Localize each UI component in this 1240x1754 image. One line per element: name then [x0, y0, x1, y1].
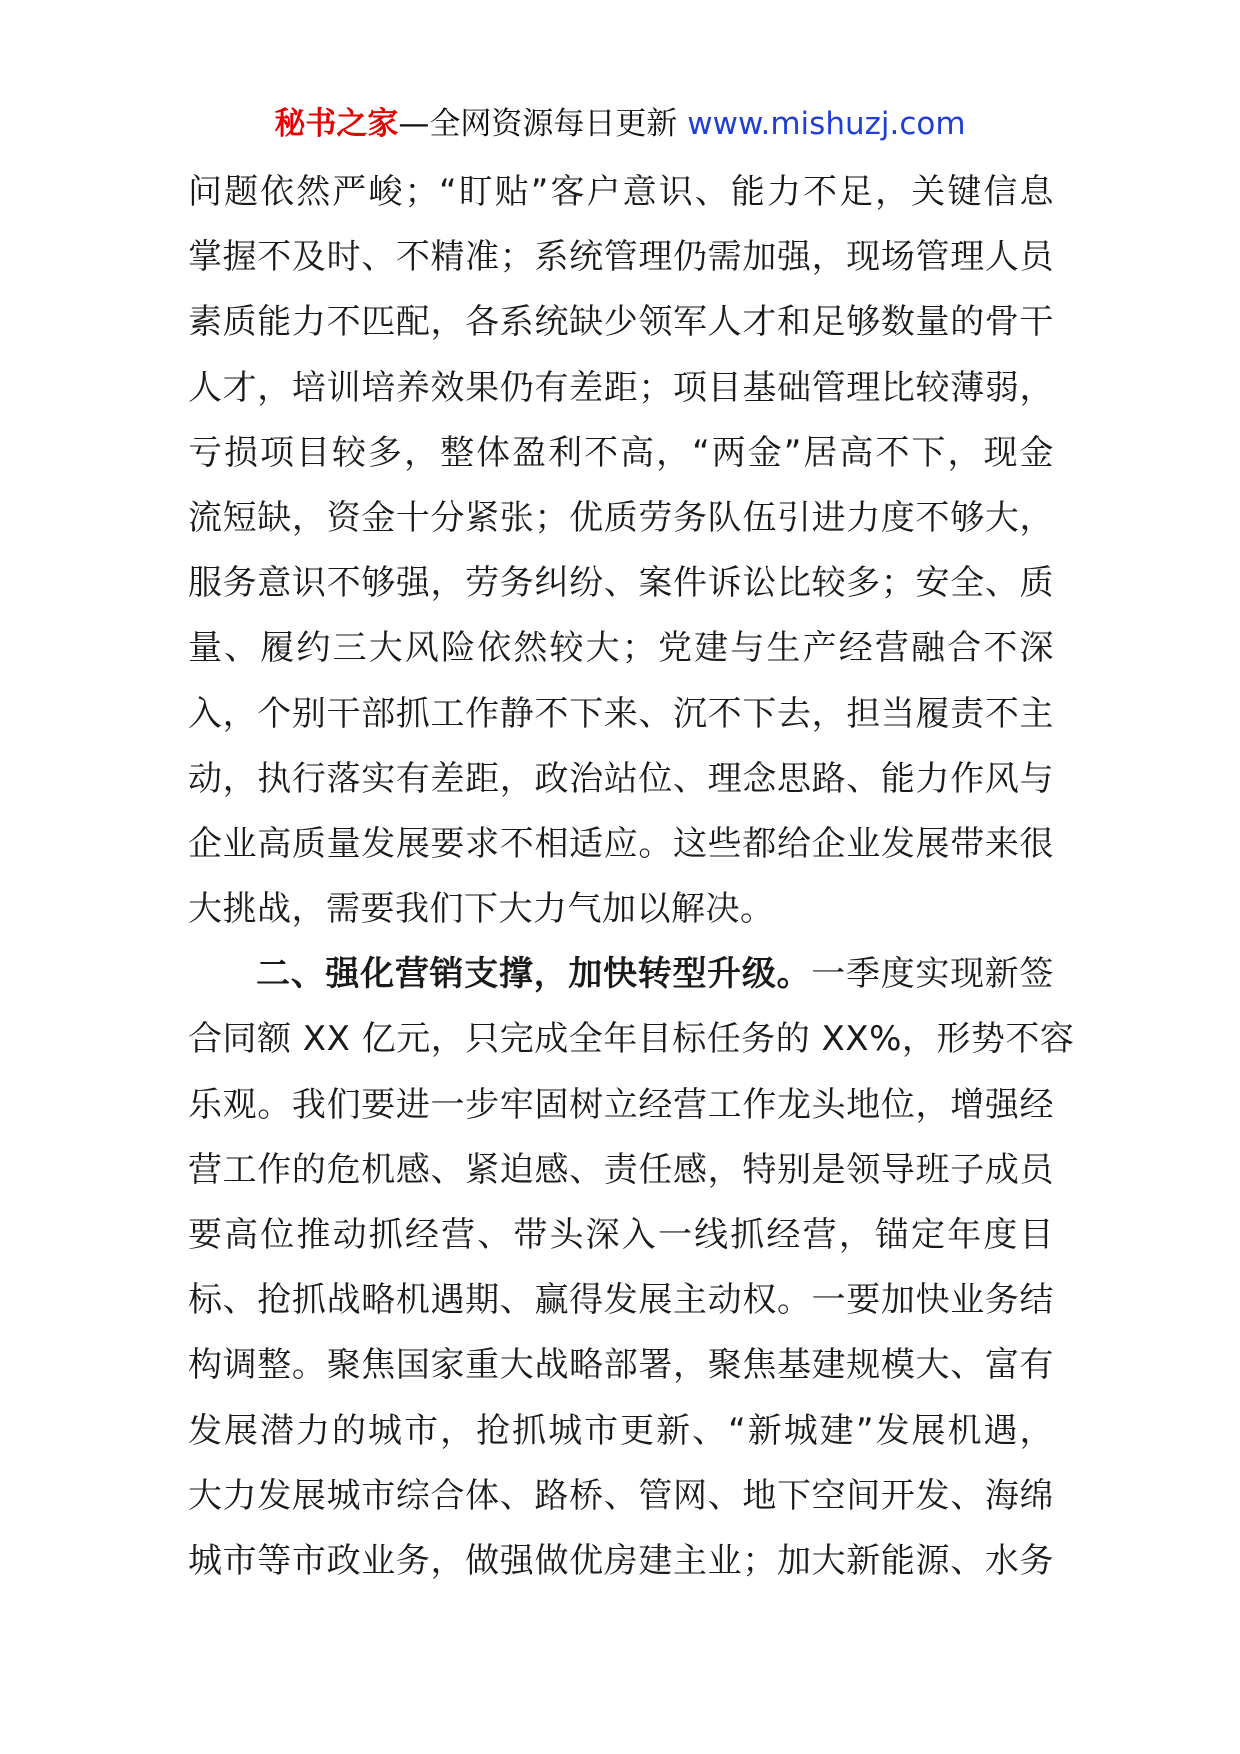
text-line: 流短缺，资金十分紧张；优质劳务队伍引进力度不够大，: [188, 497, 1054, 538]
text-line: 问题依然严峻；“盯贴”客户意识、能力不足，关键信息: [188, 172, 1054, 212]
text-line: 营工作的危机感、紧迫感、责任感，特别是领导班子成员: [188, 1149, 1054, 1190]
text-line: 入，个别干部抓工作静不下来、沉不下去，担当履责不主: [188, 693, 1054, 734]
text-line: 发展潜力的城市，抢抓城市更新、“新城建”发展机遇，: [188, 1410, 1054, 1451]
text-line: 企业高质量发展要求不相适应。这些都给企业发展带来很: [188, 823, 1054, 864]
text-line: 构调整。聚焦国家重大战略部署，聚焦基建规模大、富有: [188, 1345, 1054, 1386]
text-line: 合同额 XX 亿元，只完成全年目标任务的 XX%，形势不容: [188, 1019, 1075, 1060]
text-line: 素质能力不匹配，各系统缺少领军人才和足够数量的骨干: [188, 302, 1054, 343]
section-heading-rest: 一季度实现新签: [811, 954, 1055, 995]
text-line: 量、履约三大风险依然较大；党建与生产经营融合不深: [188, 628, 1054, 669]
page-header: [0, 104, 1240, 144]
text-line: 标、抢抓战略机遇期、赢得发展主动权。一要加快业务结: [188, 1280, 1054, 1321]
text-line: 服务意识不够强，劳务纠纷、案件诉讼比较多；安全、质: [188, 563, 1054, 604]
text-line: 要高位推动抓经营、带头深入一线抓经营，锚定年度目: [188, 1215, 1054, 1255]
text-line: 城市等市政业务，做强做优房建主业；加大新能源、水务: [188, 1540, 1054, 1581]
site-tagline: —全网资源每日更新: [398, 106, 678, 142]
text-line: 大挑战，需要我们下大力气加以解决。: [188, 889, 775, 930]
text-line: 掌握不及时、不精准；系统管理仍需加强，现场管理人员: [188, 237, 1054, 278]
section-heading: 二、强化营销支撑，加快转型升级。: [256, 954, 812, 995]
text-line: 人才，培训培养效果仍有差距；项目基础管理比较薄弱，: [188, 367, 1054, 408]
site-url-link[interactable]: www.mishuzj.com: [687, 106, 966, 142]
section-heading-line: [188, 942, 1054, 1007]
document-body: [188, 160, 1075, 1594]
text-line: 大力发展城市综合体、路桥、管网、地下空间开发、海绵: [188, 1475, 1054, 1516]
text-line: 乐观。我们要进一步牢固树立经营工作龙头地位，增强经: [188, 1084, 1054, 1125]
text-line: 亏损项目较多，整体盈利不高，“两金”居高不下，现金: [188, 432, 1054, 473]
site-brand: 秘书之家: [274, 106, 399, 142]
text-line: 动，执行落实有差距，政治站位、理念思路、能力作风与: [188, 758, 1054, 799]
